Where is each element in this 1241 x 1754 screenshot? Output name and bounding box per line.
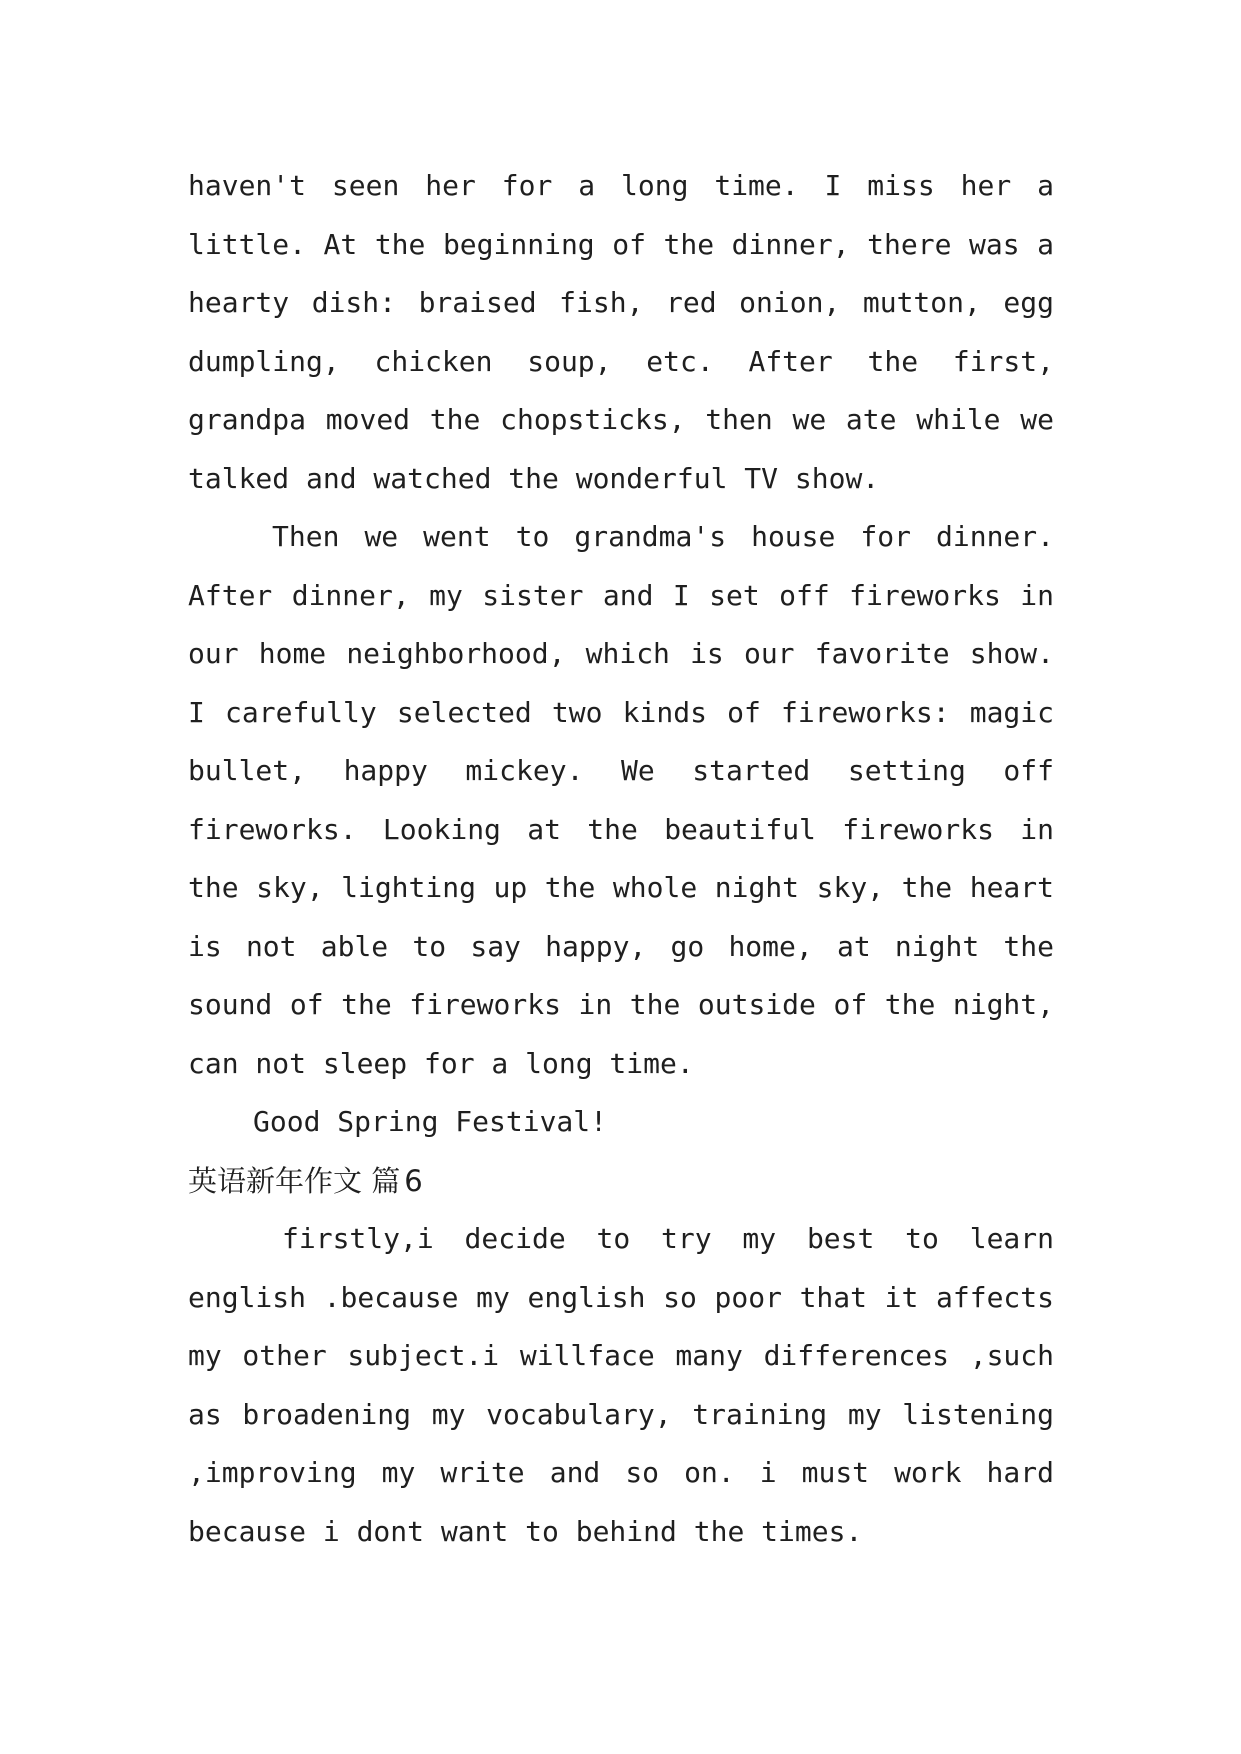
paragraph-dinner: haven't seen her for a long time. I miss her a little. At the beginning of the dinner, there was a hearty dish: braised fish, red onion, mutton, egg dumpling, chicken soup, etc. After the first, grandpa moved the chopsticks, then we ate while we talked and watched the wonderful TV show. bbox=[188, 169, 1054, 495]
paragraph-fireworks: Then we went to grandma's house for dinner. After dinner, my sister and I set off fireworks in our home neighborhood, which is our favorite show. I carefully selected two kinds of fireworks: magic bullet, happy mickey. We started setting off fireworks. Looking at the beautiful fireworks in the sky, lighting up the whole night sky, the heart is not able to say happy, go home, at night the sound of the fireworks in the outside of the night, can not sleep for a long time. bbox=[188, 520, 1054, 1080]
paragraph-resolution: firstly,i decide to try my best to learn english .because my english so poor that it affects my other subject.i willface many differences ,such as broadening my vocabulary, training my listening ,improving my write and so on. i must work hard because i dont want to behind the times. bbox=[188, 1222, 1054, 1548]
heading-label: 篇 bbox=[371, 1163, 401, 1198]
section-heading bbox=[188, 1152, 1054, 1211]
heading-title: 英语新年作文 bbox=[188, 1163, 363, 1198]
heading-number: 6 bbox=[404, 1163, 423, 1198]
document-page bbox=[188, 157, 1054, 1561]
paragraph-greeting: Good Spring Festival! bbox=[253, 1105, 608, 1138]
